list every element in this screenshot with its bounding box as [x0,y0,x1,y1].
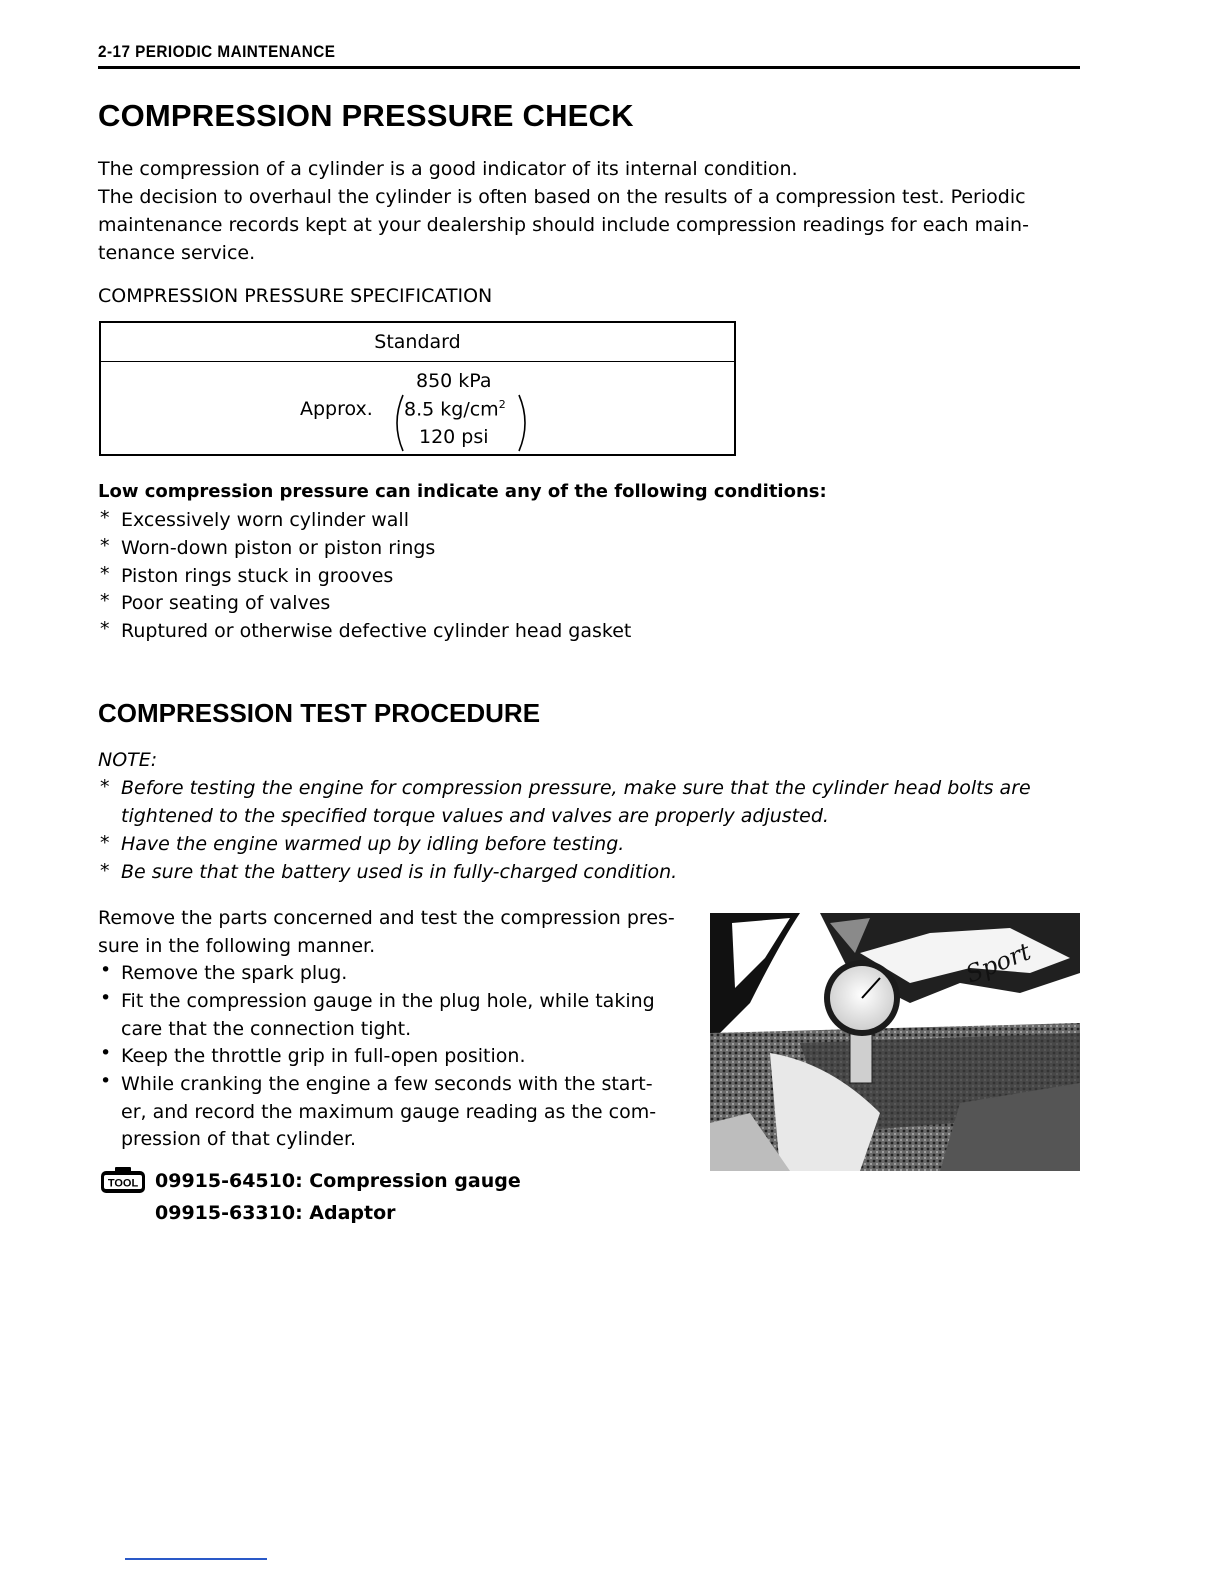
conditions-intro: Low compression pressure can indicate any of the following conditions: [98,481,827,502]
condition-item: Piston rings stuck in grooves [121,565,394,587]
intro-line: tenance service. [98,242,256,264]
intro-line: The decision to overhaul the cylinder is often based on the results of a compression test. Periodic [98,186,1026,208]
asterisk-marker: * [100,535,110,557]
step-line: care that the connection tight. [121,1018,412,1040]
asterisk-marker: * [100,618,110,640]
bullet-marker: • [100,959,112,981]
step-line: er, and record the maximum gauge reading as the com- [121,1101,657,1123]
step-line: Remove the spark plug. [121,962,348,984]
asterisk-marker: * [100,776,110,798]
note-line: Be sure that the battery used is in fully-charged condition. [121,861,678,883]
condition-item: Poor seating of valves [121,592,331,614]
bullet-marker: • [100,1042,112,1064]
asterisk-marker: * [100,860,110,882]
running-head: 2-17 PERIODIC MAINTENANCE [98,42,336,61]
procedure-intro-line: Remove the parts concerned and test the compression pres- [98,907,675,929]
section-title-test-procedure: COMPRESSION TEST PROCEDURE [98,698,541,728]
condition-item: Worn-down piston or piston rings [121,537,436,559]
left-paren [389,393,405,453]
step-line: pression of that cylinder. [121,1128,357,1150]
asterisk-marker: * [100,563,110,585]
spec-value-kgcm: 8.5 $kg/cm^2$ [404,398,506,421]
procedure-intro-line: sure in the following manner. [98,935,376,957]
step-line: Fit the compression gauge in the plug hole, while taking [121,990,655,1012]
svg-text:Sport: Sport [961,937,1035,989]
condition-item: Excessively worn cylinder wall [121,509,409,531]
bullet-marker: • [100,987,112,1009]
tool-icon-text: TOOL [107,1177,139,1190]
spec-value-psi: 120 psi [419,426,489,448]
intro-line: maintenance records kept at your dealership should include compression readings for each main- [98,214,1029,236]
note-line: Have the engine warmed up by idling before testing. [121,833,625,855]
tool-icon [100,1166,146,1194]
header-rule [98,66,1080,69]
note-line: Before testing the engine for compression pressure, make sure that the cylinder head bolts are [121,777,1031,799]
spec-approx: Approx. [300,398,373,420]
step-line: While cranking the engine a few seconds with the start- [121,1073,653,1095]
footer-rule [125,1558,267,1560]
spec-header: Standard [101,323,734,362]
section-title-compression-check: COMPRESSION PRESSURE CHECK [98,98,634,133]
right-paren [517,393,533,453]
asterisk-marker: * [100,832,110,854]
spec-value-kpa: 850 kPa [416,370,492,392]
condition-item: Ruptured or otherwise defective cylinder head gasket [121,620,632,642]
bullet-marker: • [100,1070,112,1092]
spec-label: COMPRESSION PRESSURE SPECIFICATION [98,285,493,307]
spec-table [99,321,736,456]
tool-item: 09915-63310: Adaptor [155,1202,396,1224]
asterisk-marker: * [100,507,110,529]
note-line: tightened to the specified torque values and valves are properly adjusted. [121,805,829,827]
compression-gauge-photo [710,913,1080,1171]
step-line: Keep the throttle grip in full-open position. [121,1045,526,1067]
asterisk-marker: * [100,590,110,612]
intro-line: The compression of a cylinder is a good indicator of its internal condition. [98,158,798,180]
tool-item: 09915-64510: Compression gauge [155,1170,521,1192]
note-title: NOTE: [98,749,158,771]
